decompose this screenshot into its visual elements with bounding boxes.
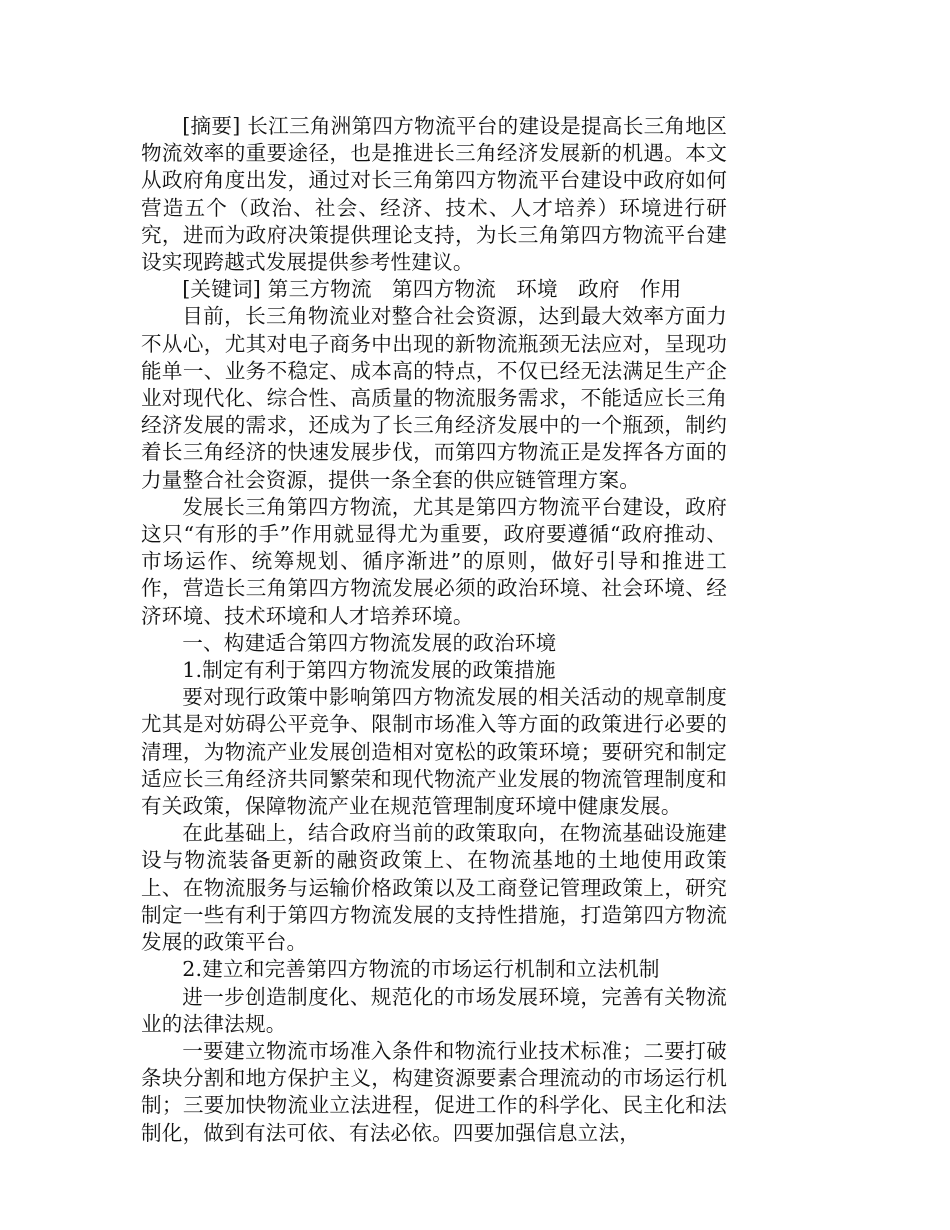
body-paragraph: 发展长三角第四方物流，尤其是第四方物流平台建设，政府这只“有形的手”作用就显得尤为重要，政府要遵循“政府推动、市场运作、统筹规划、循序渐进”的原则，做好引导和推进工作，营造长三角第四方物流发展必须的政治环境、社会环境、经济环境、技术环境和人才培养环境。 bbox=[141, 494, 727, 628]
body-paragraph: 目前，长三角物流业对整合社会资源，达到最大效率方面力不从心，尤其对电子商务中出现的新物流瓶颈无法应对，呈现功能单一、业务不稳定、成本高的特点，不仅已经无法满足生产企业对现代化、综合性、高质量的物流服务需求，不能适应长三角经济发展的需求，还成为了长三角经济发展中的一个瓶颈，制约着长三角经济的快速发展步伐，而第四方物流正是发挥各方面的力量整合社会资源，提供一条全套的供应链管理方案。 bbox=[141, 304, 727, 492]
abstract-paragraph bbox=[141, 113, 727, 276]
abstract-text: 长江三角洲第四方物流平台的建设是提高长三角地区物流效率的重要途径，也是推进长三角经济发展新的机遇。本文从政府角度出发，通过对长三角第四方物流平台建设中政府如何营造五个（政治、社会、经济、技术、人才培养）环境进行研究，进而为政府决策提供理论支持，为长三角第四方物流平台建设实现跨越式发展提供参考性建议。 bbox=[141, 114, 728, 275]
body-paragraph: 一要建立物流市场准入条件和物流行业技术标准；二要打破条块分割和地方保护主义，构建资源要素合理流动的市场运行机制；三要加快物流业立法进程，促进工作的科学化、民主化和法制化，做到有法可依、有法必依。四要加强信息立法， bbox=[141, 1038, 727, 1145]
body-paragraph: 在此基础上，结合政府当前的政策取向，在物流基础设施建设与物流装备更新的融资政策上、在物流基地的土地使用政策上、在物流服务与运输价格政策以及工商登记管理政策上，研究制定一些有利于第四方物流发展的支持性措施，打造第四方物流发展的政策平台。 bbox=[141, 821, 727, 955]
subsection-heading: 2.建立和完善第四方物流的市场运行机制和立法机制 bbox=[182, 957, 660, 982]
body-paragraph: 要对现行政策中影响第四方物流发展的相关活动的规章制度尤其是对妨碍公平竞争、限制市场准入等方面的政策进行必要的清理，为物流产业发展创造相对宽松的政策环境；要研究和制定适应长三角经济共同繁荣和现代物流产业发展的物流管理制度和有关政策，保障物流产业在规范管理制度环境中健康发展。 bbox=[141, 685, 727, 819]
section-heading: 一、构建适合第四方物流发展的政治环境 bbox=[182, 630, 557, 655]
document-page bbox=[141, 113, 727, 1147]
abstract-label: [摘要] bbox=[182, 114, 241, 138]
keywords-paragraph bbox=[141, 276, 727, 303]
keywords-label: [关键词] bbox=[182, 277, 262, 302]
subsection-heading: 1.制定有利于第四方物流发展的政策措施 bbox=[182, 658, 556, 683]
keywords-text: 第三方物流 第四方物流 环境 政府 作用 bbox=[261, 277, 682, 302]
body-paragraph: 进一步创造制度化、规范化的市场发展环境，完善有关物流业的法律法规。 bbox=[141, 984, 727, 1036]
